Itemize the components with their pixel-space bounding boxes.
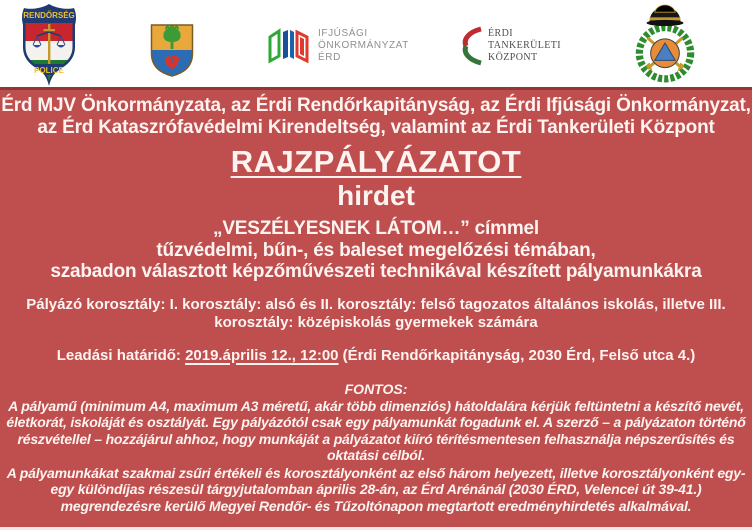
- poster-body: [0, 90, 752, 530]
- youth-line3: ÉRD: [318, 52, 341, 63]
- tankerulet-logo: [457, 26, 561, 66]
- erd-coat-of-arms-icon: [149, 23, 195, 82]
- theme-line1: „VESZÉLYESNEK LÁTOM…” címmel: [213, 218, 539, 239]
- poster-subtitle-hirdet: hirdet: [337, 180, 415, 211]
- police-logo-police-text: POLICE: [34, 66, 64, 75]
- tankerulet-ribbon-icon: [457, 26, 483, 66]
- deadline-text: [0, 347, 752, 364]
- police-logo-rendorseg-text: RENDŐRSÉG: [23, 11, 75, 20]
- youth-council-book-icon: [267, 26, 311, 66]
- tankerulet-line1: ÉRDI: [488, 28, 513, 39]
- police-shield-icon: [16, 3, 82, 87]
- organizers-line2: az Érd Kataszrófavédelmi Kirendeltség, valamint az Érdi Tankerületi Központ: [37, 116, 715, 138]
- tankerulet-line2: TANKERÜLETI: [488, 40, 562, 51]
- poster-title-text: RAJZPÁLYÁZATOT: [230, 144, 522, 179]
- youth-line2: ÖNKORMÁNYZAT: [318, 40, 409, 51]
- youth-council-text: [318, 28, 409, 64]
- important-paragraph-1: A pályamű (minimum A4, maximum A3 méretű, akár több dimenziós) hátoldalára kérjük feltüntetni a készítő nevét, életkorát, iskoláját és osztályát. Egy pályázótól csak egy pályamunkát fogadunk el. A szerző – a pályázaton történő részvétellel – hozzájárul ahhoz, hogy munkáját a pályázatot kiíró térítésmentesen felhasználja népszerűsítés és oktatási célból.: [6, 397, 746, 463]
- tankerulet-text: [488, 28, 561, 64]
- competition-theme: [0, 218, 752, 283]
- theme-line3: szabadon választott képzőművészeti technikával készített pályamunkákra: [50, 261, 702, 282]
- disaster-management-emblem-icon: [634, 4, 696, 89]
- organizers-line1: Érd MJV Önkormányzata, az Érdi Rendőrkapitányság, az Érdi Ifjúsági Önkormányzat,: [1, 95, 751, 116]
- age-groups-text: Pályázó korosztály: I. korosztály: alsó és II. korosztály: felső tagozatos általános iskolás, illetve III. korosztály: középiskolás gyermekek számára: [26, 295, 726, 331]
- deadline-date: 2019.április 12., 12:00: [185, 346, 339, 364]
- youth-council-logo: [267, 26, 409, 66]
- important-heading: FONTOS:: [344, 380, 408, 397]
- police-logo: [16, 3, 82, 92]
- deadline-label: Leadási határidő:: [56, 346, 186, 364]
- deadline-location: (Érdi Rendőrkapitányság, 2030 Érd, Felső utca 4.): [338, 346, 696, 364]
- important-paragraph-2: A pályamunkákat szakmai zsűri értékeli és korosztályonként az első három helyezett, illetve korosztályonként egy-egy különdíjas részesül tárgyjutalomban április 28-án, az Érd Arénánál (2030 ÉRD, Velencei út 39-41.) megrendezésre kerülő Megyei Rendőr- és Tűzoltónapon megtartott eredményhirdetés alkalmával.: [6, 464, 746, 514]
- tankerulet-line3: KÖZPONT: [488, 52, 538, 63]
- organizers-text: [0, 95, 752, 138]
- theme-line2: tűzvédelmi, bűn-, és baleset megelőzési témában,: [156, 239, 596, 261]
- youth-line1: IFJÚSÁGI: [318, 28, 368, 39]
- logo-band: [0, 0, 752, 87]
- poster-title: [0, 145, 752, 178]
